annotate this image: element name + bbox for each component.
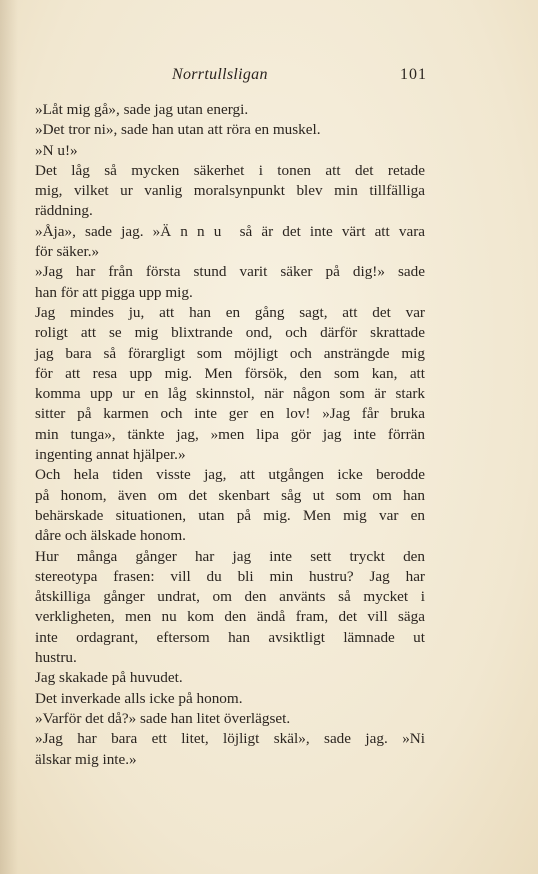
running-title: Norrtullsligan <box>172 66 268 83</box>
text-line: dåre och älskade honom. <box>35 527 186 545</box>
text-line: ingenting annat hjälper.» <box>35 446 186 464</box>
text-line: på honom, även om det skenbart såg ut som om han <box>35 486 425 504</box>
text-line: räddning. <box>35 202 93 220</box>
text-line: roligt att se mig blixtrande ond, och därför skrattade <box>35 324 425 342</box>
text-line: hustru. <box>35 649 77 667</box>
text-line: mig, vilket ur vanlig moralsynpunkt blev min tillfälliga <box>35 182 425 200</box>
text-line: »Det tror ni», sade han utan att röra en muskel. <box>35 121 321 139</box>
text-line: stereotypa frasen: vill du bli min hustru? Jag har <box>35 567 425 585</box>
text-line: Jag skakade på huvudet. <box>35 669 183 687</box>
gutter-shadow <box>0 0 18 874</box>
text-line: min tunga», tänkte jag, »men lipa gör jag inte förrän <box>35 425 425 443</box>
body-text <box>35 100 425 770</box>
text-line: Jag mindes ju, att han en gång sagt, att det var <box>35 303 425 321</box>
text-line: verkligheten, men nu kom den ändå fram, det vill säga <box>35 608 425 626</box>
text-line: sitter på karmen och inte ger en lov! »Jag får bruka <box>35 405 425 423</box>
text-line: inte ordagrant, eftersom han avsiktligt lämnade ut <box>35 628 425 646</box>
text-line: Det inverkade alls icke på honom. <box>35 689 243 707</box>
page-header <box>36 66 430 88</box>
text-line: »Åja», sade jag. »Ä n n u så är det inte värt att vara <box>35 222 425 240</box>
text-line: Det låg så mycken säkerhet i tonen att det retade <box>35 161 425 179</box>
text-line: han för att pigga upp mig. <box>35 283 193 301</box>
text-line: åtskilliga gånger undrat, om den använts så mycket i <box>35 588 425 606</box>
text-line: jag bara så förargligt som möjligt och ansträngde mig <box>35 344 425 362</box>
text-line: Och hela tiden visste jag, att utgången icke berodde <box>35 466 425 484</box>
text-line: Hur många gånger har jag inte sett tryckt den <box>35 547 425 565</box>
text-line: »Jag har bara ett litet, löjligt skäl», sade jag. »Ni <box>35 730 425 748</box>
text-line: »Jag har från första stund varit säker på dig!» sade <box>35 263 425 281</box>
text-line: komma upp ur en låg skinnstol, när någon som är stark <box>35 385 425 403</box>
text-line: älskar mig inte.» <box>35 750 137 768</box>
text-line: för att resa upp mig. Men försök, den som kan, att <box>35 364 425 382</box>
page-number: 101 <box>400 66 427 83</box>
text-line: för säker.» <box>35 243 100 261</box>
text-line: »N u!» <box>35 141 78 159</box>
text-line: »Varför det då?» sade han litet överlägset. <box>35 709 291 727</box>
text-line: »Låt mig gå», sade jag utan energi. <box>35 101 249 118</box>
text-line: behärskade situationen, utan på mig. Men mig var en <box>35 506 425 524</box>
